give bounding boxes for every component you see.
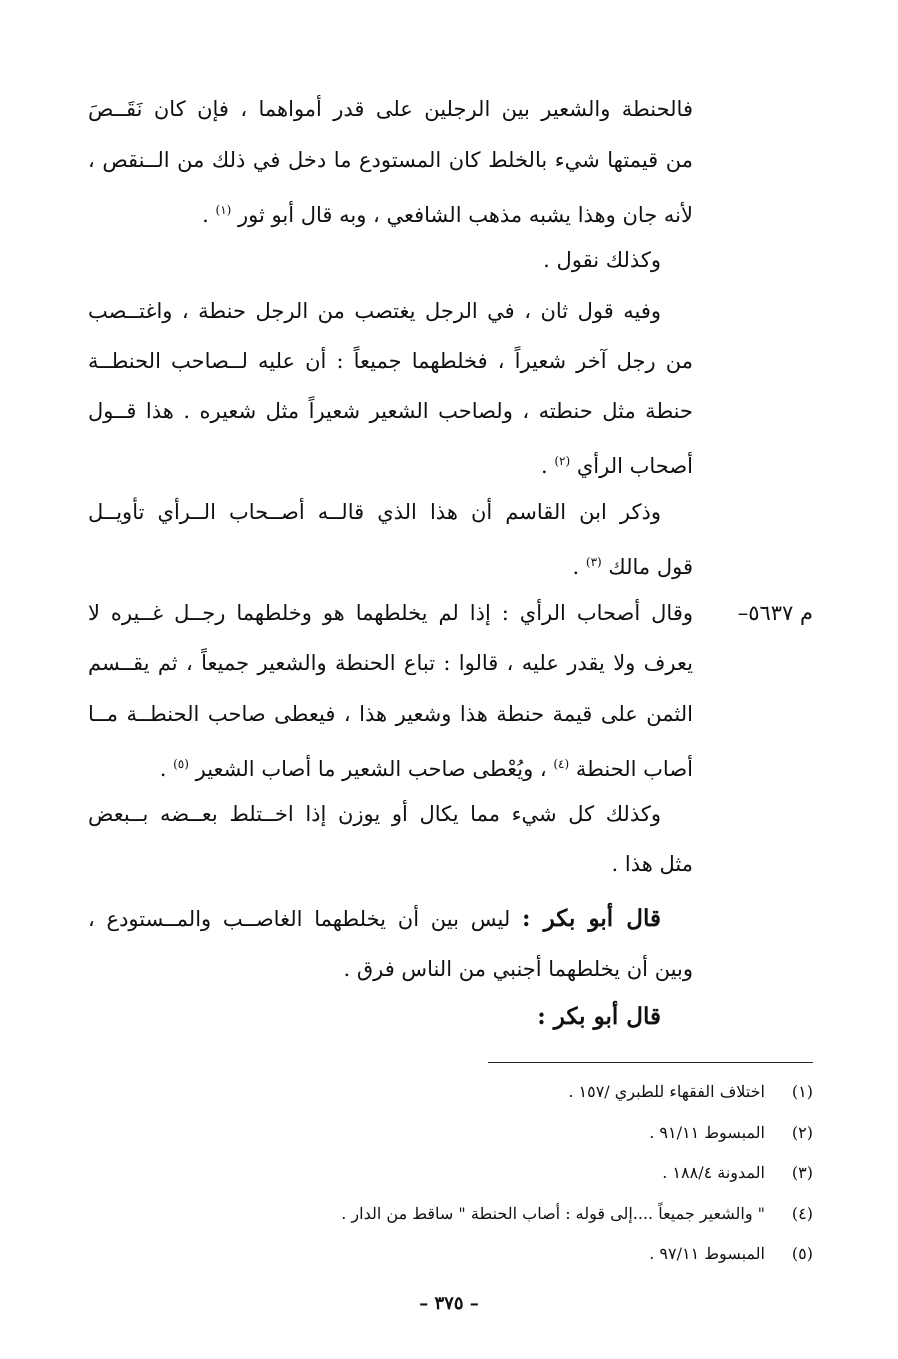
speaker-heading: قال أبو بكر : (537, 1003, 661, 1030)
footnote: (١)اختلاف الفقهاء للطبري /١٥٧ . (568, 1082, 813, 1101)
footnote: (٥)المبسوط ٩٧/١١ . (649, 1244, 813, 1263)
footnote-ref: (٤) (553, 757, 570, 771)
body-line: الثمن على قيمة حنطة هذا وشعير هذا ، فيعطى صاحب الحنطــة مــا (88, 702, 693, 726)
body-line: حنطة مثل حنطته ، ولصاحب الشعير شعيراً مثل شعيره . هذا قــول (88, 399, 693, 423)
footnote-ref: (٣) (585, 555, 602, 569)
body-line: وذكر ابن القاسم أن هذا الذي قالــه أصــحاب الــرأي تأويــل (88, 500, 661, 524)
footnote-ref: (٢) (554, 454, 571, 468)
body-line: مثل هذا . (611, 852, 693, 876)
body-line: وبين أن يخلطهما أجنبي من الناس فرق . (343, 957, 693, 981)
body-line: لأنه جان وهذا يشبه مذهب الشافعي ، وبه قال أبو ثور $^{(١)}$ . (202, 203, 693, 227)
body-line: قال أبو بكر : ليس بين أن يخلطهما الغاصــب والمــستودع ، (88, 905, 661, 932)
footnote: (٢)المبسوط ٩١/١١ . (649, 1123, 813, 1142)
body-line: وقال أصحاب الرأي : إذا لم يخلطهما هو وخلطهما رجــل غــيره لا (88, 601, 693, 625)
page-number: – ٣٧٥ – (419, 1293, 479, 1314)
footnote: (٣)المدونة ١٨٨/٤ . (662, 1163, 813, 1182)
body-line: يعرف ولا يقدر عليه ، قالوا : تباع الحنطة والشعير جميعاً ، ثم يقــسم (88, 651, 693, 675)
body-line: وكذلك كل شيء مما يكال أو يوزن إذا اخــتلط بعــضه بــبعض (88, 802, 661, 826)
body-line: وفيه قول ثان ، في الرجل يغتصب من الرجل حنطة ، واغتــصب (88, 299, 661, 323)
speaker-heading: قال أبو بكر : (522, 905, 661, 932)
footnote: (٤)" والشعير جميعاً ....إلى قوله : أصاب الحنطة " ساقط من الدار . (341, 1204, 813, 1223)
body-line: قول مالك $^{(٣)}$ . (572, 555, 693, 579)
body-line: من رجل آخر شعيراً ، فخلطهما جميعاً : أن عليه لــصاحب الحنطــة (88, 349, 693, 373)
body-line (88, 1002, 693, 1032)
footnote-divider (488, 1062, 813, 1063)
footnote-ref: (١) (215, 203, 232, 217)
body-line: أصاب الحنطة $^{(٤)}$ ، ويُعْطى صاحب الشعير ما أصاب الشعير $^{(٥)}$ . (159, 757, 693, 781)
body-line: وكذلك نقول . (543, 248, 661, 272)
body-line: من قيمتها شيء بالخلط كان المستودع ما دخل في ذلك من الــنقص ، (88, 148, 693, 172)
issue-number: م ٥٦٣٧– (737, 601, 813, 625)
body-line: أصحاب الرأي $^{(٢)}$ . (540, 454, 693, 478)
footnote-ref: (٥) (173, 757, 189, 771)
body-line: فالحنطة والشعير بين الرجلين على قدر أمواهما ، فإن كان نَقَــصَ (88, 97, 693, 121)
